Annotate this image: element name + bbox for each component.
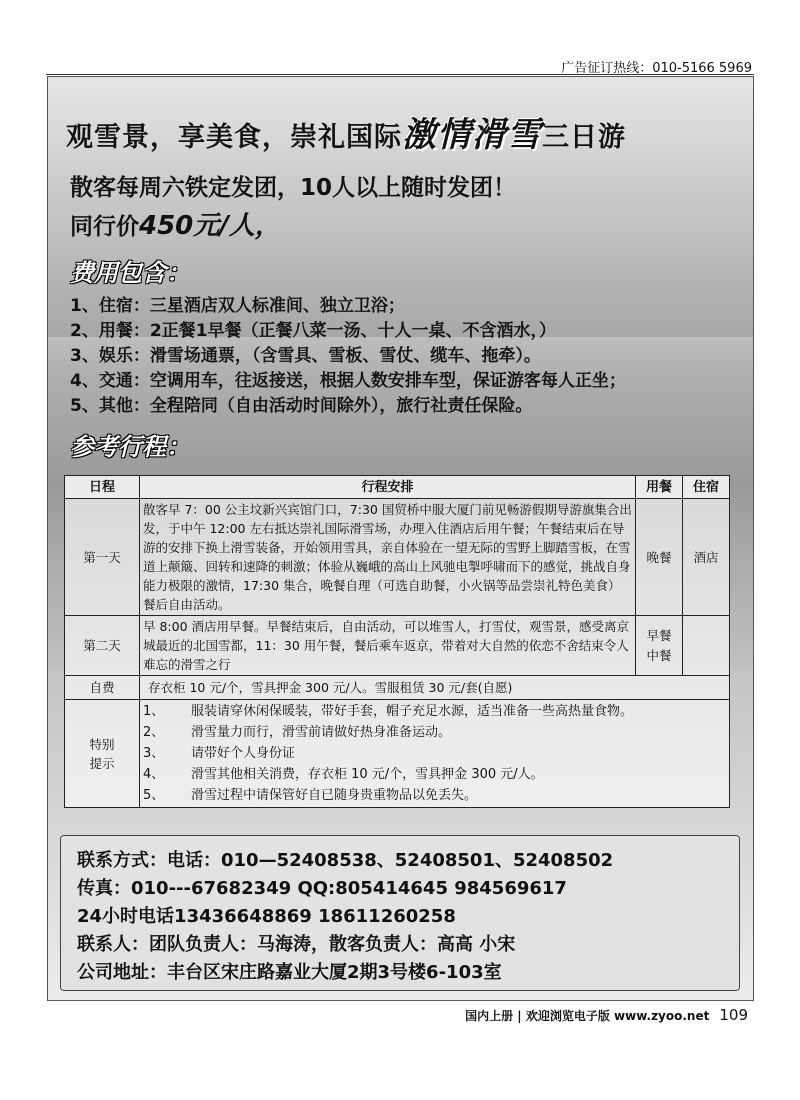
- fee-label: 自费: [65, 676, 140, 700]
- top-rule: [46, 74, 754, 75]
- price-prefix: 同行价: [70, 214, 139, 240]
- tip-item: 5、 滑雪过程中请保管好自已随身贵重物品以免丢失。: [143, 788, 478, 803]
- header-stay: 住宿: [683, 476, 730, 499]
- itinerary-table: [64, 475, 730, 808]
- fee-item: 1、住宿：三星酒店双人标准间、独立卫浴；: [70, 296, 405, 316]
- table-header-row: [65, 476, 730, 499]
- table-row: [65, 616, 730, 676]
- day-cell: 第一天: [65, 499, 140, 616]
- price-value: 450元/人，: [139, 211, 281, 241]
- fees-list: [70, 291, 626, 416]
- header-meal: 用餐: [636, 476, 683, 499]
- stay-cell: 酒店: [683, 499, 730, 616]
- tips-row: [65, 700, 730, 808]
- poster-title: [66, 107, 626, 156]
- title-part1: 观雪景，享美食，崇礼国际: [66, 122, 402, 153]
- fees-heading: 费用包含：: [70, 259, 190, 287]
- meal-cell: 早餐 中餐: [636, 616, 683, 676]
- plan-cell: 早 8:00 酒店用早餐。早餐结束后，自由活动，可以堆雪人，打雪仗，观雪景，感受离京城最近的北国雪都，11：30 用午餐，餐后乘车返京，带着对大自然的依恋不舍结束令人难忘的滑雪之行: [140, 616, 636, 676]
- stay-cell: [683, 616, 730, 676]
- price-info: [70, 205, 281, 242]
- tip-item: 1、 服装请穿休闲保暖装，带好手套，帽子充足水源，适当准备一些高热量食物。: [143, 704, 634, 719]
- tips-label: 特别 提示: [65, 700, 140, 808]
- itinerary-heading: 参考行程：: [70, 433, 190, 461]
- fee-item: 3、娱乐：滑雪场通票，（含雪具、雪板、雪仗、缆车、拖牵）。: [70, 346, 541, 366]
- table-row: [65, 499, 730, 616]
- fee-row: [65, 676, 730, 700]
- departure-info: 散客每周六铁定发团，10人以上随时发团！: [70, 175, 517, 201]
- title-highlight: 激情滑雪: [402, 115, 542, 155]
- plan-cell: 散客早 7：00 公主坟新兴宾馆门口，7:30 国贸桥中服大厦门前见畅游假期导游旗集合出发，于中午 12:00 左右抵达崇礼国际滑雪场，办理入住酒店后用午餐；午餐结束后在导游的安排下换上滑雪装备，开始领用雪具，亲自体验在一望无际的雪野上脚踏雪板，在雪道上颠簸、回转和速降的刺激；体验从巍峨的高山上风驰电掣呼啸而下的感觉，挑战自身能力极限的激情，17:30 集合，晚餐自理（可选自助餐，小火锅等品尝崇礼特色美食）餐后自由活动。: [140, 499, 636, 616]
- fee-text: 存衣柜 10 元/个，雪具押金 300 元/人。雪服租赁 30 元/套(自愿): [140, 676, 730, 700]
- ad-hotline: 广告征订热线：010-5166 5969: [561, 61, 752, 76]
- contact-phone: 联系方式：电话：010—52408538、52408501、52408502: [77, 850, 614, 871]
- tip-item: 4、 滑雪其他相关消费，存衣柜 10 元/个，雪具押金 300 元/人。: [143, 767, 544, 782]
- company-address: 公司地址：丰台区宋庄路嘉业大厦2期3号楼6-103室: [77, 962, 502, 983]
- fee-item: 5、其他：全程陪同（自由活动时间除外），旅行社责任保险。: [70, 396, 533, 416]
- title-part3: 三日游: [542, 122, 626, 153]
- meal-cell: 晚餐: [636, 499, 683, 616]
- contact-person: 联系人：团队负责人：马海涛，散客负责人：高高 小宋: [77, 934, 516, 955]
- poster: [47, 76, 754, 1001]
- tip-item: 3、 请带好个人身份证: [143, 746, 296, 761]
- tip-item: 2、 滑雪量力而行，滑雪前请做好热身准备运动。: [143, 725, 452, 740]
- day-cell: 第二天: [65, 616, 140, 676]
- header-plan: 行程安排: [140, 476, 636, 499]
- footer-text: 国内上册 | 欢迎浏览电子版 www.zyoo.net: [465, 1009, 710, 1023]
- contact-24h: 24小时电话13436648869 18611260258: [77, 906, 456, 927]
- contact-fax: 传真：010---67682349 QQ:805414645 984569617: [77, 878, 567, 899]
- page-footer: [465, 1006, 748, 1024]
- fee-item: 4、交通：空调用车，往返接送，根据人数安排车型，保证游客每人正坐；: [70, 371, 626, 391]
- fee-item: 2、用餐：2正餐1早餐（正餐八菜一汤、十人一桌、不含酒水，）: [70, 321, 556, 341]
- header-day: 日程: [65, 476, 140, 499]
- page-number: 109: [719, 1006, 748, 1024]
- tips-list: [140, 700, 730, 808]
- contact-box: [60, 835, 740, 991]
